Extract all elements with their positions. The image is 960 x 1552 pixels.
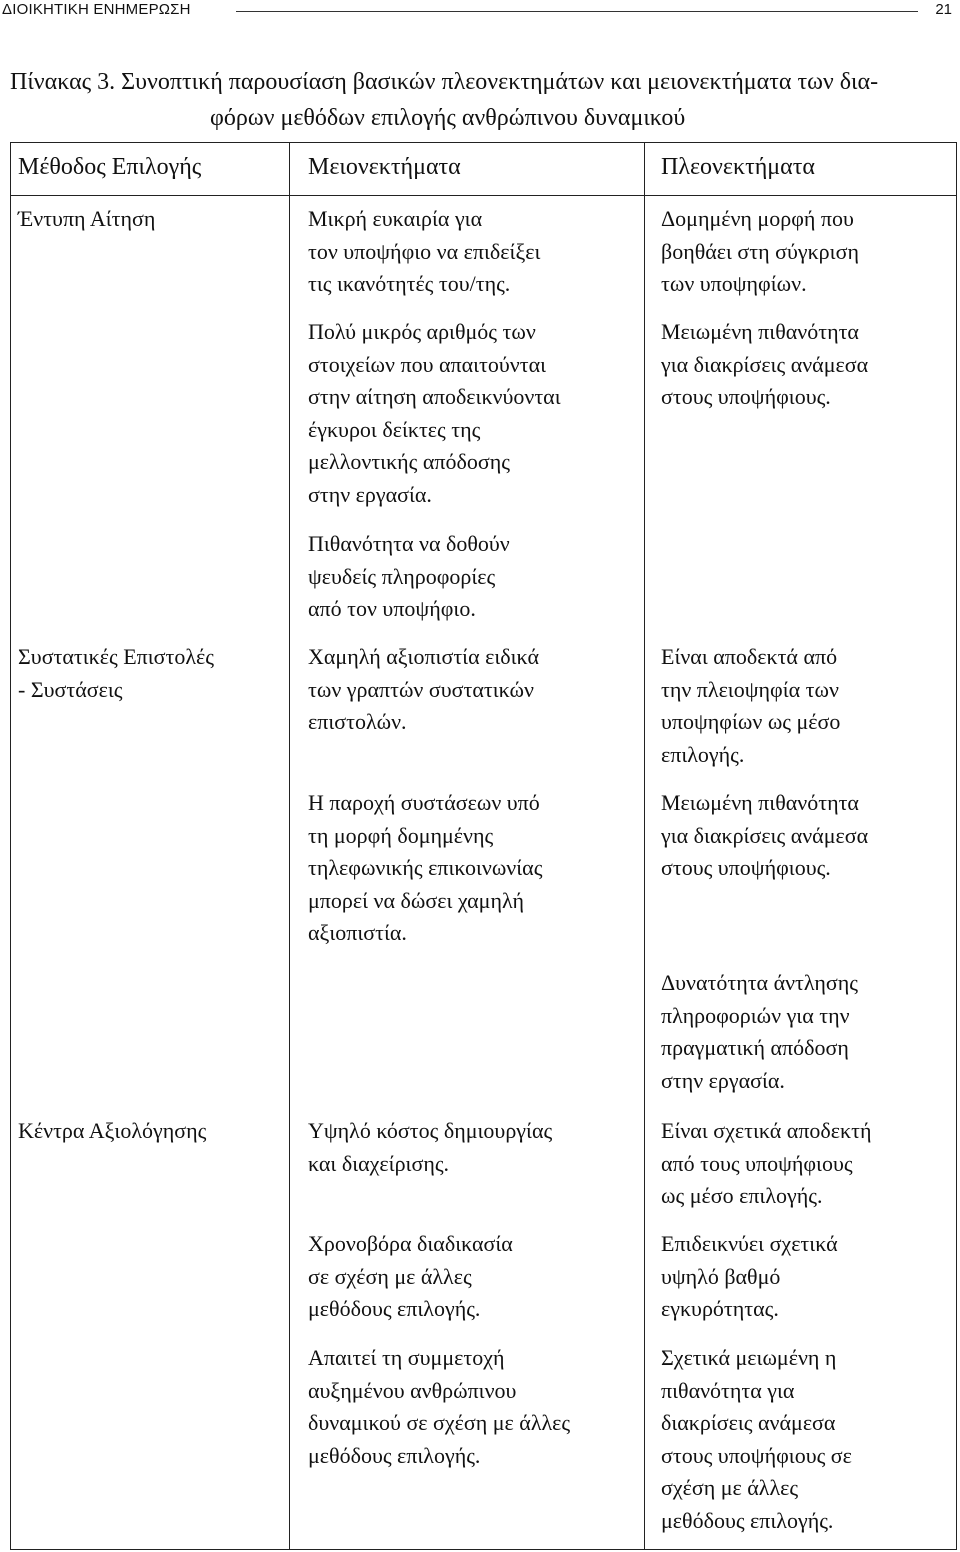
running-header — [0, 0, 960, 22]
row-3-disadvantage-1: Υψηλό κόστος δημιουργίας και διαχείρισης. — [308, 1118, 553, 1176]
header-disadvantages: Μειονεκτήματα — [308, 154, 461, 180]
section-title: ΔΙΟΙΚΗΤΙΚΗ ΕΝΗΜΕΡΩΣΗ — [2, 1, 191, 18]
table-header-row — [11, 143, 956, 196]
row-3-advantage-3: Σχετικά μειωμένη η πιθανότητα για διακρίσεις ανάμεσα στους υποψήφιους σε σχέση με άλλες μεθόδους επιλογής. — [661, 1345, 852, 1533]
row-1-disadvantage-3: Πιθανότητα να δοθούν ψευδείς πληροφορίες από τον υποψήφιο. — [308, 531, 510, 621]
row-2-advantage-2: Μειωμένη πιθανότητα για διακρίσεις ανάμεσα στους υποψήφιους. — [661, 790, 869, 880]
row-2-advantage-1: Είναι αποδεκτά από την πλειοψηφία των υποψηφίων ως μέσο επιλογής. — [661, 644, 841, 767]
row-3-disadvantage-3: Απαιτεί τη συμμετοχή αυξημένου ανθρώπινου δυναμικού σε σχέση με άλλες μεθόδους επιλογής. — [308, 1345, 571, 1468]
row-3-advantage-1: Είναι σχετικά αποδεκτή από τους υποψήφιους ως μέσο επιλογής. — [661, 1118, 872, 1208]
row-3-advantage-2: Επιδεικνύει σχετικά υψηλό βαθμό εγκυρότητας. — [661, 1231, 838, 1321]
page-number: 21 — [935, 1, 952, 18]
header-method: Μέθοδος Επιλογής — [18, 154, 202, 180]
row-3-method: Κέντρα Αξιολόγησης — [18, 1118, 207, 1143]
caption-line-1: Πίνακας 3. Συνοπτική παρουσίαση βασικών πλεονεκτημάτων και μειονεκτήματα των δια- — [10, 69, 879, 95]
row-1-disadvantage-1: Μικρή ευκαιρία για τον υποψήφιο να επιδείξει τις ικανότητές του/της. — [308, 206, 541, 296]
row-2-disadvantage-1: Χαμηλή αξιοπιστία ειδικά των γραπτών συστατικών επιστολών. — [308, 644, 539, 734]
header-advantages: Πλεονεκτήματα — [661, 154, 815, 180]
row-1-advantage-1: Δομημένη μορφή που βοηθάει στη σύγκριση των υποψηφίων. — [661, 206, 859, 296]
column-divider-2 — [644, 143, 645, 1549]
row-2-advantage-3: Δυνατότητα άντλησης πληροφοριών για την πραγματική απόδοση στην εργασία. — [661, 970, 858, 1093]
header-rule — [236, 11, 918, 12]
column-divider-1 — [289, 143, 290, 1549]
comparison-table — [10, 142, 957, 1550]
row-1-disadvantage-2: Πολύ μικρός αριθμός των στοιχείων που απαιτούνται στην αίτηση αποδεικνύονται έγκυροι δείκτες της μελλοντικής απόδοσης στην εργασία. — [308, 319, 561, 507]
row-2-method: Συστατικές Επιστολές - Συστάσεις — [18, 644, 215, 702]
caption-line-2: φόρων μεθόδων επιλογής ανθρώπινου δυναμικού — [210, 105, 686, 131]
row-3-disadvantage-2: Χρονοβόρα διαδικασία σε σχέση με άλλες μεθόδους επιλογής. — [308, 1231, 513, 1321]
row-2-disadvantage-2: Η παροχή συστάσεων υπό τη μορφή δομημένης τηλεφωνικής επικοινωνίας μπορεί να δώσει χαμηλή αξιοπιστία. — [308, 790, 543, 945]
row-1-method: Έντυπη Αίτηση — [18, 206, 156, 231]
table-caption — [10, 64, 950, 136]
row-1-advantage-2: Μειωμένη πιθανότητα για διακρίσεις ανάμεσα στους υποψήφιους. — [661, 319, 869, 409]
